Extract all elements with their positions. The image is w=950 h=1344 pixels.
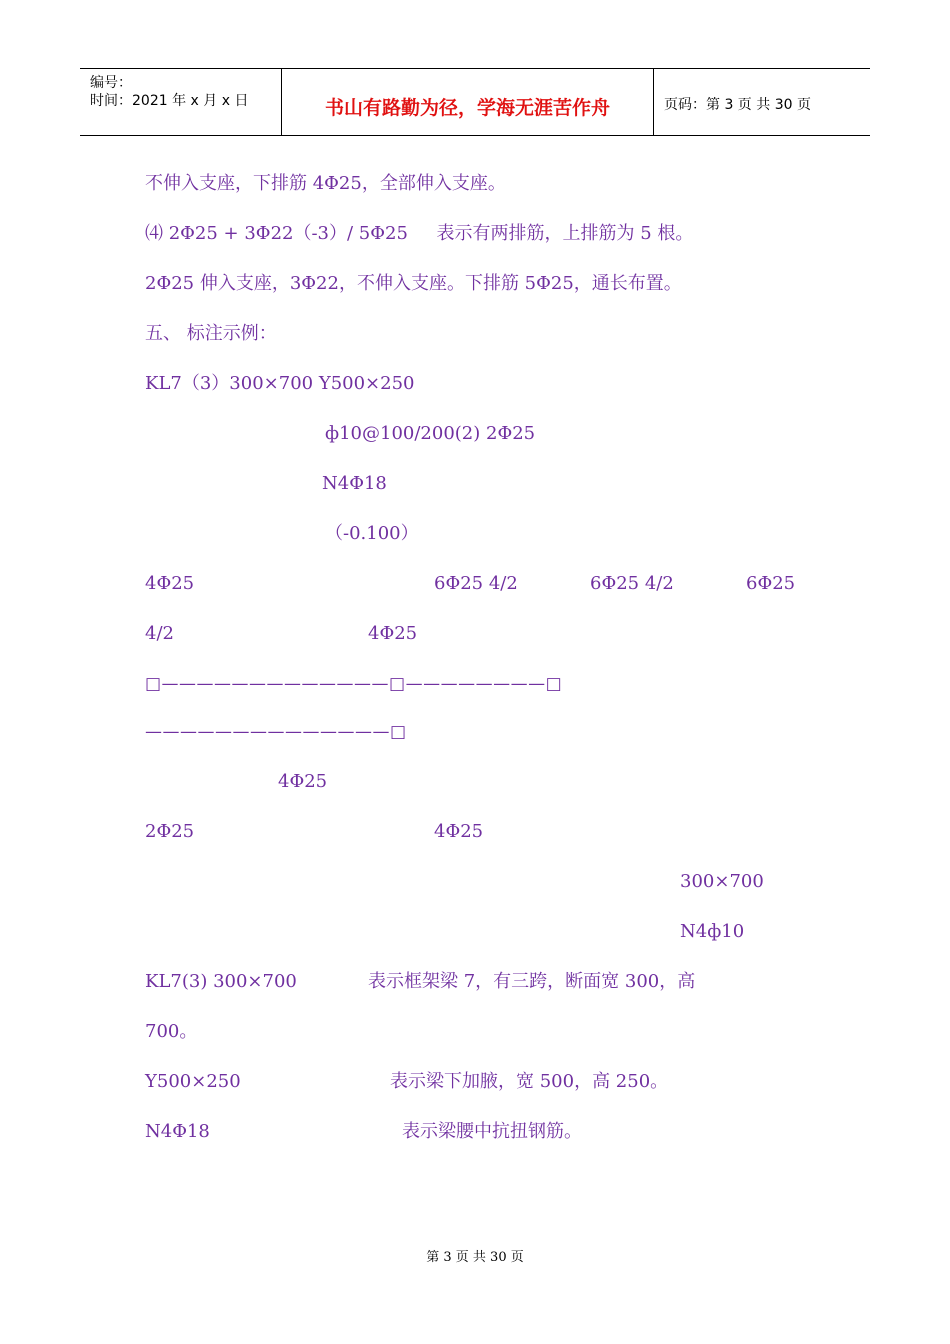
rebar-label: 4Φ25 bbox=[368, 623, 418, 644]
section-size-label: 300×700 bbox=[680, 871, 764, 892]
page-footer: 第 3 页 共 30 页 bbox=[426, 1250, 524, 1265]
rebar-label: 2Φ25 bbox=[145, 821, 195, 842]
annotation-term: N4Φ18 bbox=[145, 1121, 210, 1142]
body-line: （-0.100） bbox=[325, 523, 419, 544]
rebar-label: 6Φ25 4/2 bbox=[590, 573, 674, 594]
rebar-label: 6Φ25 4/2 bbox=[434, 573, 518, 594]
rebar-label: 4/2 bbox=[145, 623, 174, 644]
page-header bbox=[80, 68, 870, 136]
header-page-cell bbox=[654, 69, 870, 135]
beam-diagram-line: □—————————————□————————□ bbox=[145, 674, 563, 694]
body-line: N4Φ18 bbox=[322, 473, 387, 494]
rebar-label: 4Φ25 bbox=[145, 573, 195, 594]
header-motto: 书山有路勤为径，学海无涯苦作舟 bbox=[324, 97, 610, 119]
body-line: ф10@100/200(2) 2Φ25 bbox=[325, 423, 536, 444]
annotation-term: KL7(3) 300×700 bbox=[145, 971, 297, 992]
annotation-description: 表示梁腰中抗扭钢筋。 bbox=[402, 1121, 582, 1142]
annotation-description: 700。 bbox=[145, 1021, 198, 1042]
annotation-term: Y500×250 bbox=[145, 1071, 241, 1092]
body-line: KL7（3）300×700 Y500×250 bbox=[145, 373, 415, 394]
document-number-label: 编号： bbox=[90, 75, 132, 91]
body-line: 不伸入支座，下排筋 4Φ25，全部伸入支座。 bbox=[145, 173, 506, 194]
rebar-label: 6Φ25 bbox=[746, 573, 796, 594]
section-heading: 五、 标注示例： bbox=[145, 323, 277, 344]
body-line: 2Φ25 伸入支座，3Φ22，不伸入支座。下排筋 5Φ25，通长布置。 bbox=[145, 273, 682, 294]
annotation-description: 表示梁下加腋，宽 500，高 250。 bbox=[390, 1071, 669, 1092]
document-date: 时间：2021 年 x 月 x 日 bbox=[90, 93, 249, 109]
rebar-label: N4ф10 bbox=[680, 921, 745, 942]
header-meta-cell bbox=[80, 69, 282, 135]
annotation-description: 表示框架梁 7，有三跨，断面宽 300，高 bbox=[368, 971, 696, 992]
beam-diagram-line: ——————————————□ bbox=[145, 722, 407, 742]
body-line: ⑷ 2Φ25 + 3Φ22（-3）/ 5Φ25 表示有两排筋，上排筋为 5 根。 bbox=[145, 223, 694, 244]
rebar-label: 4Φ25 bbox=[278, 771, 328, 792]
rebar-label: 4Φ25 bbox=[434, 821, 484, 842]
header-page-number: 页码：第 3 页 共 30 页 bbox=[664, 97, 811, 113]
header-motto-cell bbox=[282, 69, 654, 135]
